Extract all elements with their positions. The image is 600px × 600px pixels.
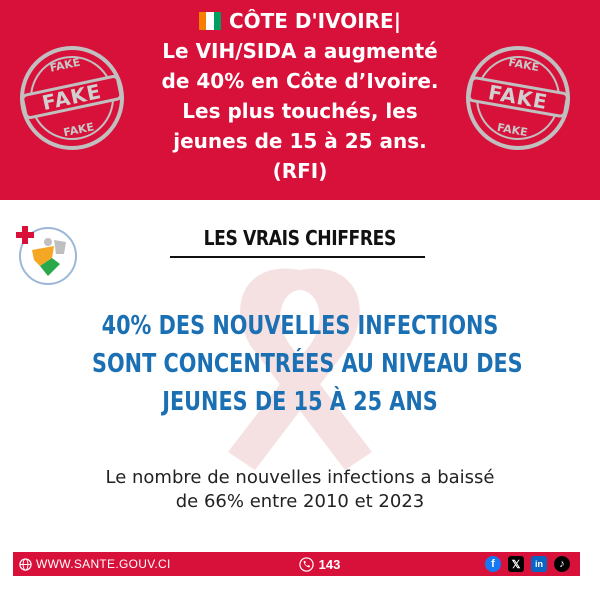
stamp-center-text: FAKE xyxy=(20,74,123,120)
section-title xyxy=(0,226,600,250)
website-link[interactable] xyxy=(19,557,171,571)
fake-claim-banner xyxy=(0,0,600,200)
social-links xyxy=(485,556,570,572)
tiktok-icon[interactable]: ♪ xyxy=(554,556,570,572)
section-title-underline xyxy=(170,256,425,258)
phone-icon xyxy=(299,557,314,572)
headline-line: 40% DES NOUVELLES INFECTIONS xyxy=(101,311,499,341)
section-title-text: LES VRAIS CHIFFRES xyxy=(203,226,397,250)
subtext xyxy=(40,466,560,514)
stamp-top-text: FAKE xyxy=(507,55,541,75)
headline xyxy=(40,307,560,421)
country-line xyxy=(110,6,490,36)
claim-source: (RFI) xyxy=(272,159,328,183)
x-icon[interactable]: 𝕏 xyxy=(508,556,524,572)
stamp-bottom-text: FAKE xyxy=(62,120,96,140)
subtext-line: de 66% entre 2010 et 2023 xyxy=(175,491,425,512)
stamp-center-text: FAKE xyxy=(467,76,570,119)
globe-icon xyxy=(19,558,32,571)
subtext-line: Le nombre de nouvelles infections a baissé xyxy=(105,467,495,488)
claim-line: Le VIH/SIDA a augmenté xyxy=(162,39,438,63)
stamp-bottom-text: FAKE xyxy=(496,120,529,140)
phone-link[interactable] xyxy=(299,557,341,572)
headline-line: JEUNES DE 15 À 25 ANS xyxy=(162,387,438,417)
linkedin-icon[interactable]: in xyxy=(531,556,547,572)
website-text: WWW.SANTE.GOUV.CI xyxy=(36,557,171,571)
claim-text xyxy=(110,6,490,186)
facebook-icon[interactable]: f xyxy=(485,556,501,572)
ivory-coast-flag-icon xyxy=(199,8,221,26)
phone-number: 143 xyxy=(318,556,341,572)
claim-line: Les plus touchés, les xyxy=(182,99,418,123)
footer-bar xyxy=(13,552,580,576)
claim-line: jeunes de 15 à 25 ans. xyxy=(173,129,427,153)
country-label: CÔTE D'IVOIRE| xyxy=(228,9,402,33)
claim-line: de 40% en Côte d’Ivoire. xyxy=(161,69,439,93)
stamp-top-text: FAKE xyxy=(48,55,82,75)
headline-line: SONT CONCENTRÉES AU NIVEAU DES xyxy=(92,349,523,379)
